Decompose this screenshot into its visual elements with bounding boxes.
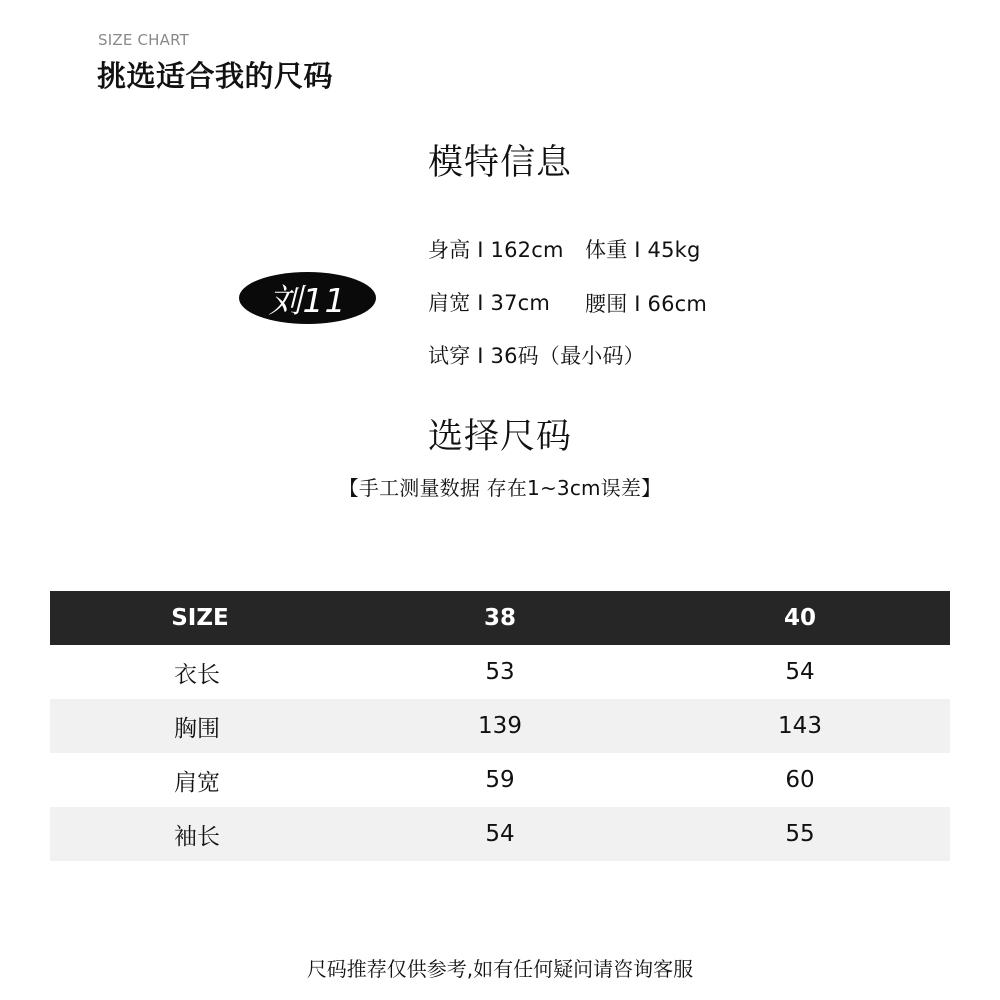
model-shoulder: 肩宽 I 37cm bbox=[428, 291, 551, 315]
table-cell: 53 bbox=[485, 659, 515, 685]
size-table bbox=[50, 591, 950, 861]
choose-size-title: 选择尺码 bbox=[427, 417, 572, 457]
table-cell: 139 bbox=[478, 713, 522, 739]
table-row bbox=[50, 699, 950, 753]
table-cell: 59 bbox=[485, 767, 515, 793]
size-chart-eyebrow: SIZE CHART bbox=[98, 31, 189, 49]
table-row bbox=[50, 645, 950, 699]
row-label: 衣长 bbox=[174, 661, 220, 688]
model-weight: 体重 I 45kg bbox=[585, 238, 701, 262]
row-label: 袖长 bbox=[174, 823, 220, 850]
table-cell: 54 bbox=[485, 821, 515, 847]
table-cell: 60 bbox=[785, 767, 815, 793]
table-row bbox=[50, 807, 950, 861]
model-name: 刘11 bbox=[268, 280, 347, 320]
measurement-note: 【手工测量数据 存在1~3cm误差】 bbox=[338, 476, 662, 500]
footer-note: 尺码推荐仅供参考,如有任何疑问请咨询客服 bbox=[306, 957, 694, 981]
table-cell: 55 bbox=[785, 821, 815, 847]
model-height: 身高 I 162cm bbox=[428, 238, 564, 262]
table-header-cell: SIZE bbox=[171, 605, 229, 631]
table-header-row bbox=[50, 591, 950, 645]
row-label: 胸围 bbox=[174, 715, 220, 742]
table-cell: 54 bbox=[785, 659, 815, 685]
table-cell: 143 bbox=[778, 713, 822, 739]
page-title: 挑选适合我的尺码 bbox=[97, 59, 334, 93]
model-info-title: 模特信息 bbox=[427, 143, 572, 183]
model-tried-size: 试穿 I 36码（最小码） bbox=[428, 344, 645, 368]
model-waist: 腰围 I 66cm bbox=[585, 292, 708, 316]
table-header-cell: 38 bbox=[483, 605, 516, 631]
model-name-badge bbox=[239, 272, 376, 324]
table-row bbox=[50, 753, 950, 807]
row-label: 肩宽 bbox=[174, 769, 220, 796]
table-header-cell: 40 bbox=[783, 605, 816, 631]
